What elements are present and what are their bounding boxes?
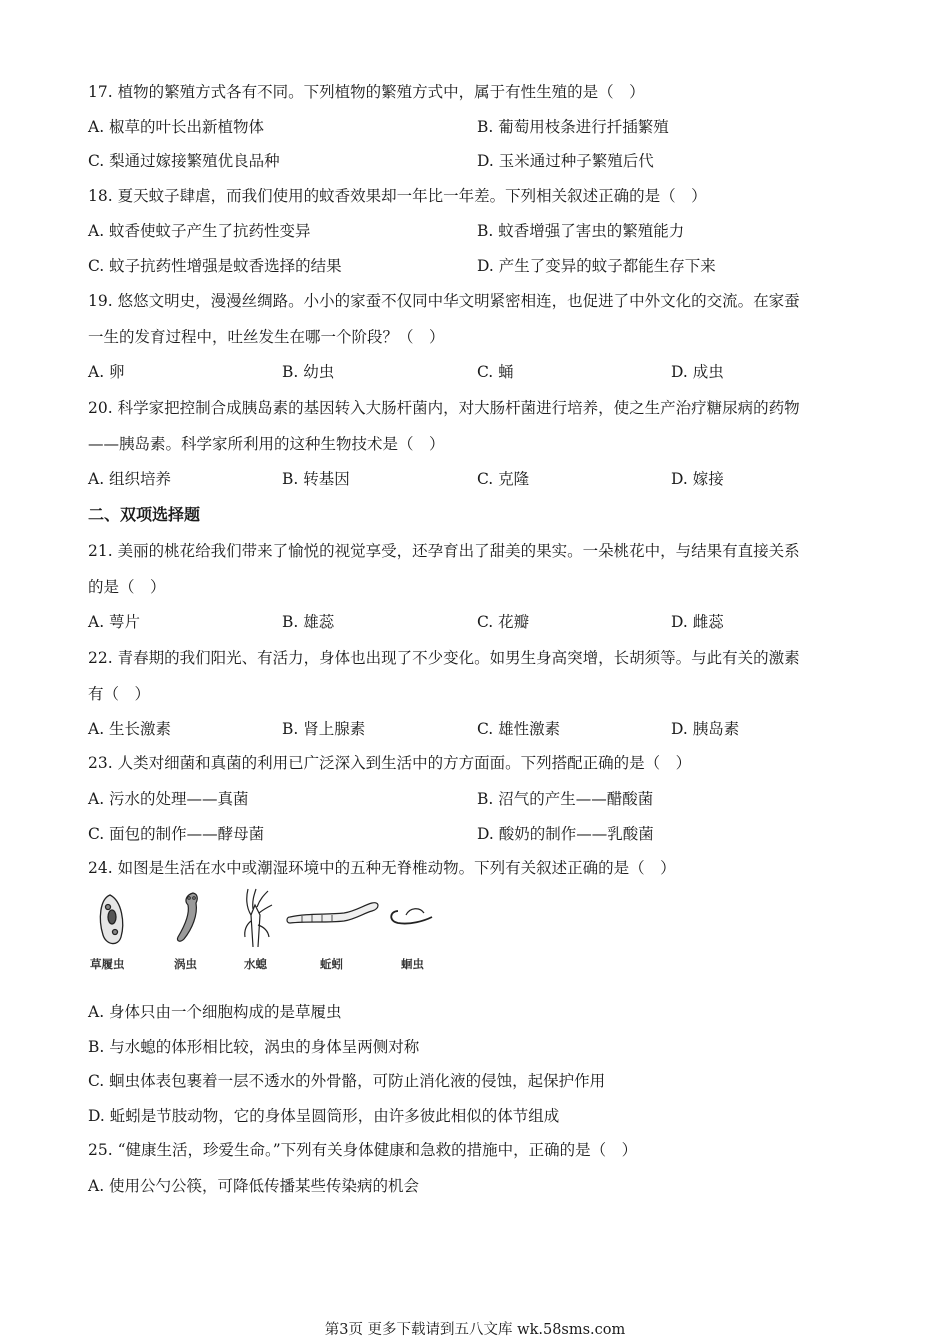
q20-option-c: C. 克隆 — [477, 470, 530, 488]
q21-stem-line2: 的是（ ） — [88, 578, 166, 596]
q21-option-a: A. 萼片 — [88, 613, 141, 631]
q24-option-a: A. 身体只由一个细胞构成的是草履虫 — [88, 1003, 342, 1021]
q23-option-b: B. 沼气的产生——醋酸菌 — [477, 790, 654, 808]
q21-stem-line1: 21. 美丽的桃花给我们带来了愉悦的视觉享受，还孕育出了甜美的果实。一朵桃花中，与结果有直接关系 — [88, 542, 800, 560]
q18-option-a: A. 蚊香使蚊子产生了抗药性变异 — [88, 222, 311, 240]
figure-label-hydra: 水螅 — [244, 957, 267, 971]
q20-stem-line1: 20. 科学家把控制合成胰岛素的基因转入大肠杆菌内，对大肠杆菌进行培养，使之生产治疗糖尿病的药物 — [88, 399, 800, 417]
q17-option-d: D. 玉米通过种子繁殖后代 — [477, 152, 654, 170]
figure-label-paramecium: 草履虫 — [90, 957, 125, 971]
q21-option-b: B. 雄蕊 — [282, 613, 335, 631]
q21-option-d: D. 雌蕊 — [671, 613, 724, 631]
q22-option-b: B. 肾上腺素 — [282, 720, 366, 738]
q19-stem-line2: 一生的发育过程中，吐丝发生在哪一个阶段？（ ） — [88, 328, 445, 346]
q19-option-c: C. 蛹 — [477, 363, 514, 381]
q18-option-c: C. 蚊子抗药性增强是蚊香选择的结果 — [88, 257, 342, 275]
q24-option-b: B. 与水螅的体形相比较，涡虫的身体呈两侧对称 — [88, 1038, 420, 1056]
q25-option-a: A. 使用公勺公筷，可降低传播某些传染病的机会 — [88, 1177, 420, 1195]
q17-option-c: C. 梨通过嫁接繁殖优良品种 — [88, 152, 280, 170]
q19-stem-line1: 19. 悠悠文明史，漫漫丝绸路。小小的家蚕不仅同中华文明紧密相连，也促进了中外文化的交流。在家蚕 — [88, 292, 800, 310]
q19-option-b: B. 幼虫 — [282, 363, 335, 381]
q20-option-d: D. 嫁接 — [671, 470, 724, 488]
q25-stem: 25. “健康生活，珍爱生命。”下列有关身体健康和急救的措施中，正确的是（ ） — [88, 1141, 638, 1159]
q24-stem: 24. 如图是生活在水中或潮湿环境中的五种无脊椎动物。下列有关叙述正确的是（ ） — [88, 859, 676, 877]
q23-stem: 23. 人类对细菌和真菌的利用已广泛深入到生活中的方方面面。下列搭配正确的是（ ） — [88, 754, 692, 772]
q22-option-a: A. 生长激素 — [88, 720, 172, 738]
q20-option-b: B. 转基因 — [282, 470, 350, 488]
q22-stem-line2: 有（ ） — [88, 685, 151, 703]
q23-option-a: A. 污水的处理——真菌 — [88, 790, 249, 808]
q17-stem: 17. 植物的繁殖方式各有不同。下列植物的繁殖方式中，属于有性生殖的是（ ） — [88, 83, 645, 101]
q20-option-a: A. 组织培养 — [88, 470, 172, 488]
q22-stem-line1: 22. 青春期的我们阳光、有活力，身体也出现了不少变化。如男生身高突增，长胡须等。与此有关的激素 — [88, 649, 800, 667]
page-footer: 第3页 更多下载请到五八文库 wk.58sms.com — [324, 1322, 626, 1338]
q17-option-b: B. 葡萄用枝条进行扦插繁殖 — [477, 118, 669, 136]
invertebrates-drawing — [88, 885, 448, 955]
q17-option-a: A. 椒草的叶长出新植物体 — [88, 118, 265, 136]
roundworm-drawing — [391, 909, 432, 924]
q18-option-d: D. 产生了变异的蚊子都能生存下来 — [477, 257, 716, 275]
q24-option-c: C. 蛔虫体表包裹着一层不透水的外骨骼，可防止消化液的侵蚀，起保护作用 — [88, 1072, 606, 1090]
q20-stem-line2: ——胰岛素。科学家所利用的这种生物技术是（ ） — [88, 435, 445, 453]
planarian-drawing — [177, 893, 197, 941]
figure-label-roundworm: 蛔虫 — [401, 957, 424, 971]
q23-option-d: D. 酸奶的制作——乳酸菌 — [477, 825, 654, 843]
figure-label-earthworm: 蚯蚓 — [320, 957, 343, 971]
q19-option-a: A. 卵 — [88, 363, 125, 381]
q23-option-c: C. 面包的制作——酵母菌 — [88, 825, 265, 843]
q18-stem: 18. 夏天蚊子肆虐，而我们使用的蚊香效果却一年比一年差。下列相关叙述正确的是（ ） — [88, 187, 707, 205]
invertebrates-figure — [88, 885, 448, 975]
q19-option-d: D. 成虫 — [671, 363, 724, 381]
figure-label-planarian: 涡虫 — [174, 957, 197, 971]
section-heading-double-choice: 二、双项选择题 — [88, 505, 201, 524]
q18-option-b: B. 蚊香增强了害虫的繁殖能力 — [477, 222, 685, 240]
hydra-drawing — [245, 889, 272, 947]
paramecium-drawing — [100, 895, 122, 944]
earthworm-drawing — [287, 903, 378, 923]
q22-option-d: D. 胰岛素 — [671, 720, 740, 738]
q22-option-c: C. 雄性激素 — [477, 720, 561, 738]
q24-option-d: D. 蚯蚓是节肢动物，它的身体呈圆筒形，由许多彼此相似的体节组成 — [88, 1107, 560, 1125]
q21-option-c: C. 花瓣 — [477, 613, 530, 631]
